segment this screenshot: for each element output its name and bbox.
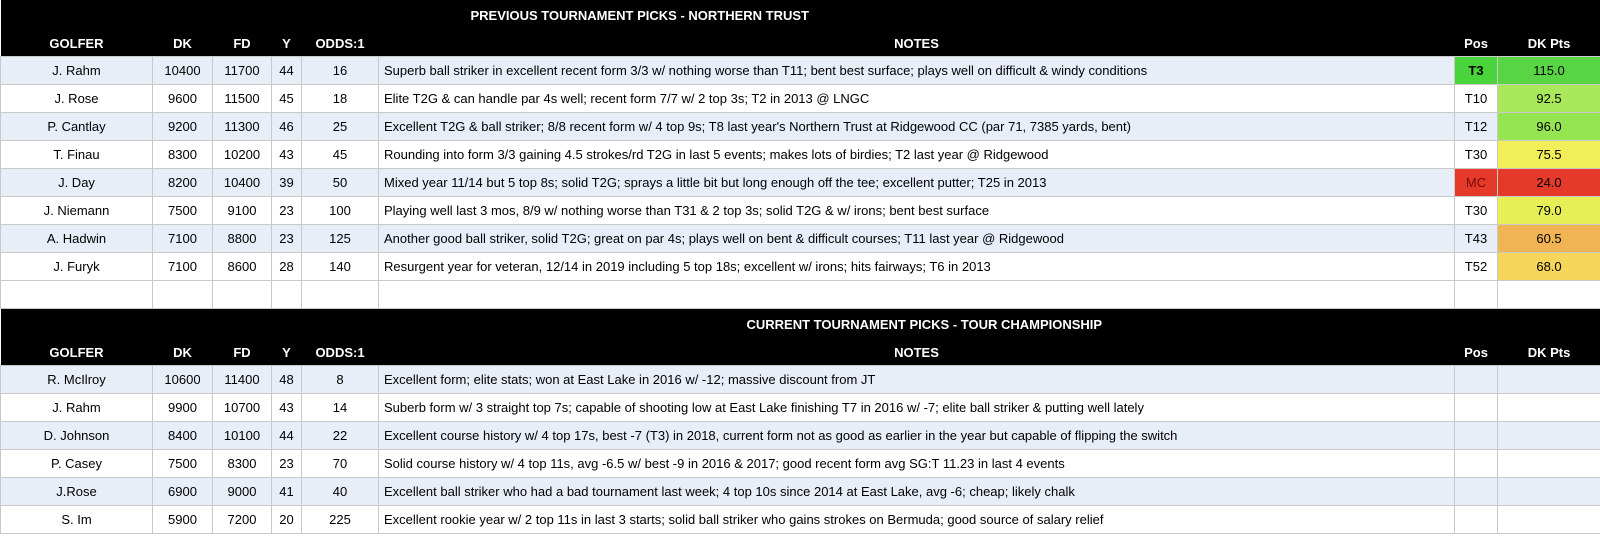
golfer-cell[interactable]: J. Rahm [1, 394, 153, 422]
header-dk-pts[interactable]: DK Pts [1498, 340, 1600, 366]
golfer-cell[interactable]: J. Rahm [1, 57, 153, 85]
pos-cell[interactable]: T10 [1455, 85, 1498, 113]
notes-cell[interactable]: Mixed year 11/14 but 5 top 8s; solid T2G; sprays a little bit but long enough off the tee; excellent putter; T25 in 2013 [379, 169, 1455, 197]
table-row [1, 197, 1600, 225]
notes-cell[interactable]: Excellent T2G & ball striker; 8/8 recent form w/ 4 top 9s; T8 last year's Northern Trust at Ridgewood CC (par 71, 7385 yards, bent) [379, 113, 1455, 141]
blank-cell[interactable] [213, 281, 272, 309]
blank-cell[interactable] [302, 281, 379, 309]
previous-title: PREVIOUS TOURNAMENT PICKS - NORTHERN TRUST [1, 0, 1600, 31]
header-notes[interactable]: NOTES [379, 31, 1455, 57]
notes-cell[interactable]: Excellent ball striker who had a bad tournament last week; 4 top 10s since 2014 at East Lake, avg -6; cheap; likely chalk [379, 478, 1455, 506]
fd-salary-cell[interactable]: 11400 [213, 366, 272, 394]
fd-salary-cell[interactable]: 11300 [213, 113, 272, 141]
y-cell[interactable]: 41 [272, 478, 302, 506]
golfer-cell[interactable]: P. Casey [1, 450, 153, 478]
header-golfer[interactable]: GOLFER [1, 31, 153, 57]
blank-cell[interactable] [153, 281, 213, 309]
table-row [1, 113, 1600, 141]
header-pos[interactable]: Pos [1455, 340, 1498, 366]
fd-salary-cell[interactable]: 8600 [213, 253, 272, 281]
dk-pts-cell[interactable]: 115.0 [1498, 57, 1600, 85]
previous-title-row [1, 0, 1600, 31]
notes-cell[interactable]: Elite T2G & can handle par 4s well; recent form 7/7 w/ 2 top 3s; T2 in 2013 @ LNGC [379, 85, 1455, 113]
blank-row [1, 281, 1600, 309]
notes-cell[interactable]: Excellent form; elite stats; won at East Lake in 2016 w/ -12; massive discount from JT [379, 366, 1455, 394]
current-title: CURRENT TOURNAMENT PICKS - TOUR CHAMPIONSHIP [1, 309, 1600, 341]
dk-pts-cell[interactable] [1498, 394, 1600, 422]
golfer-cell[interactable]: S. Im [1, 506, 153, 534]
table-row [1, 169, 1600, 197]
notes-cell[interactable]: Excellent course history w/ 4 top 17s, best -7 (T3) in 2018, current form not as good as earlier in the year but capable of flipping the switch [379, 422, 1455, 450]
dk-pts-cell[interactable]: 24.0 [1498, 169, 1600, 197]
odds-cell[interactable]: 225 [302, 506, 379, 534]
dk-salary-cell[interactable]: 7100 [153, 225, 213, 253]
fd-salary-cell[interactable]: 10200 [213, 141, 272, 169]
blank-cell[interactable] [1455, 281, 1498, 309]
table-row [1, 422, 1600, 450]
odds-cell[interactable]: 70 [302, 450, 379, 478]
pos-cell[interactable]: T52 [1455, 253, 1498, 281]
header-odds[interactable]: ODDS:1 [302, 340, 379, 366]
dk-pts-cell[interactable] [1498, 506, 1600, 534]
y-cell[interactable]: 28 [272, 253, 302, 281]
fd-salary-cell[interactable]: 7200 [213, 506, 272, 534]
fd-salary-cell[interactable]: 9100 [213, 197, 272, 225]
notes-cell[interactable]: Another good ball striker, solid T2G; great on par 4s; plays well on bent & difficult courses; T11 last year @ Ridgewood [379, 225, 1455, 253]
golfer-cell[interactable]: R. McIlroy [1, 366, 153, 394]
current-title-row [1, 309, 1600, 341]
y-cell[interactable]: 48 [272, 366, 302, 394]
header-y[interactable]: Y [272, 31, 302, 57]
table-row [1, 366, 1600, 394]
header-dk-pts[interactable]: DK Pts [1498, 31, 1600, 57]
notes-cell[interactable]: Rounding into form 3/3 gaining 4.5 strokes/rd T2G in last 5 events; makes lots of birdies; T2 last year @ Ridgewood [379, 141, 1455, 169]
odds-cell[interactable]: 14 [302, 394, 379, 422]
odds-cell[interactable]: 100 [302, 197, 379, 225]
header-pos[interactable]: Pos [1455, 31, 1498, 57]
notes-cell[interactable]: Suberb form w/ 3 straight top 7s; capable of shooting low at East Lake finishing T7 in 2016 w/ -7; elite ball striker & putting well lately [379, 394, 1455, 422]
pos-cell[interactable]: T30 [1455, 197, 1498, 225]
table-row [1, 478, 1600, 506]
pos-cell[interactable] [1455, 450, 1498, 478]
fd-salary-cell[interactable]: 8800 [213, 225, 272, 253]
dk-pts-cell[interactable]: 60.5 [1498, 225, 1600, 253]
fd-salary-cell[interactable]: 9000 [213, 478, 272, 506]
notes-cell[interactable]: Excellent rookie year w/ 2 top 11s in last 3 starts; solid ball striker who gains strokes on Bermuda; good source of salary relief [379, 506, 1455, 534]
pos-cell[interactable]: T12 [1455, 113, 1498, 141]
dk-salary-cell[interactable]: 9200 [153, 113, 213, 141]
golfer-cell[interactable]: J. Furyk [1, 253, 153, 281]
dk-salary-cell[interactable]: 10600 [153, 366, 213, 394]
golfer-cell[interactable]: J. Rose [1, 85, 153, 113]
y-cell[interactable]: 44 [272, 422, 302, 450]
blank-cell[interactable] [379, 281, 1455, 309]
header-fd[interactable]: FD [213, 340, 272, 366]
golfer-cell[interactable]: T. Finau [1, 141, 153, 169]
pos-cell[interactable] [1455, 422, 1498, 450]
table-row [1, 57, 1600, 85]
dk-pts-cell[interactable] [1498, 422, 1600, 450]
odds-cell[interactable]: 22 [302, 422, 379, 450]
notes-cell[interactable]: Resurgent year for veteran, 12/14 in 2019 including 5 top 18s; excellent w/ irons; hits fairways; T6 in 2013 [379, 253, 1455, 281]
dk-pts-cell[interactable] [1498, 366, 1600, 394]
table-row [1, 506, 1600, 534]
dk-pts-cell[interactable]: 96.0 [1498, 113, 1600, 141]
dk-salary-cell[interactable]: 8400 [153, 422, 213, 450]
pos-cell[interactable] [1455, 506, 1498, 534]
y-cell[interactable]: 46 [272, 113, 302, 141]
table-row [1, 141, 1600, 169]
odds-cell[interactable]: 40 [302, 478, 379, 506]
fd-salary-cell[interactable]: 10400 [213, 169, 272, 197]
dk-salary-cell[interactable]: 9600 [153, 85, 213, 113]
pos-cell[interactable]: T30 [1455, 141, 1498, 169]
table-row [1, 394, 1600, 422]
odds-cell[interactable]: 25 [302, 113, 379, 141]
golfer-cell[interactable]: J. Niemann [1, 197, 153, 225]
y-cell[interactable]: 23 [272, 450, 302, 478]
header-y[interactable]: Y [272, 340, 302, 366]
dk-pts-cell[interactable] [1498, 450, 1600, 478]
current-header-row [1, 340, 1600, 366]
dk-pts-cell[interactable]: 92.5 [1498, 85, 1600, 113]
odds-cell[interactable]: 18 [302, 85, 379, 113]
blank-cell[interactable] [1, 281, 153, 309]
table-row [1, 450, 1600, 478]
dk-pts-cell[interactable]: 68.0 [1498, 253, 1600, 281]
odds-cell[interactable]: 16 [302, 57, 379, 85]
blank-cell[interactable] [1498, 281, 1600, 309]
y-cell[interactable]: 43 [272, 394, 302, 422]
fd-salary-cell[interactable]: 8300 [213, 450, 272, 478]
dk-pts-cell[interactable]: 75.5 [1498, 141, 1600, 169]
table-row [1, 253, 1600, 281]
dk-salary-cell[interactable]: 8300 [153, 141, 213, 169]
y-cell[interactable]: 45 [272, 85, 302, 113]
odds-cell[interactable]: 50 [302, 169, 379, 197]
pos-cell[interactable] [1455, 394, 1498, 422]
dk-salary-cell[interactable]: 7500 [153, 197, 213, 225]
dk-salary-cell[interactable]: 5900 [153, 506, 213, 534]
header-golfer[interactable]: GOLFER [1, 340, 153, 366]
odds-cell[interactable]: 8 [302, 366, 379, 394]
notes-cell[interactable]: Solid course history w/ 4 top 11s, avg -6.5 w/ best -9 in 2016 & 2017; good recent form avg SG:T 11.23 in last 4 events [379, 450, 1455, 478]
dk-salary-cell[interactable]: 7100 [153, 253, 213, 281]
fd-salary-cell[interactable]: 11500 [213, 85, 272, 113]
pos-cell[interactable] [1455, 478, 1498, 506]
y-cell[interactable]: 43 [272, 141, 302, 169]
dk-pts-cell[interactable] [1498, 478, 1600, 506]
golfer-cell[interactable]: D. Johnson [1, 422, 153, 450]
table-row [1, 225, 1600, 253]
golfer-cell[interactable]: J.Rose [1, 478, 153, 506]
y-cell[interactable]: 44 [272, 57, 302, 85]
pos-cell[interactable]: MC [1455, 169, 1498, 197]
pos-cell[interactable] [1455, 366, 1498, 394]
previous-header-row [1, 31, 1600, 57]
pos-cell[interactable]: T3 [1455, 57, 1498, 85]
odds-cell[interactable]: 45 [302, 141, 379, 169]
dk-salary-cell[interactable]: 9900 [153, 394, 213, 422]
blank-cell[interactable] [272, 281, 302, 309]
header-dk[interactable]: DK [153, 340, 213, 366]
table-row [1, 85, 1600, 113]
header-odds[interactable]: ODDS:1 [302, 31, 379, 57]
dk-salary-cell[interactable]: 7500 [153, 450, 213, 478]
y-cell[interactable]: 23 [272, 225, 302, 253]
pos-cell[interactable]: T43 [1455, 225, 1498, 253]
dk-salary-cell[interactable]: 10400 [153, 57, 213, 85]
y-cell[interactable]: 20 [272, 506, 302, 534]
odds-cell[interactable]: 125 [302, 225, 379, 253]
dk-salary-cell[interactable]: 8200 [153, 169, 213, 197]
golfer-cell[interactable]: A. Hadwin [1, 225, 153, 253]
dk-salary-cell[interactable]: 6900 [153, 478, 213, 506]
header-dk[interactable]: DK [153, 31, 213, 57]
y-cell[interactable]: 23 [272, 197, 302, 225]
fd-salary-cell[interactable]: 11700 [213, 57, 272, 85]
golfer-cell[interactable]: J. Day [1, 169, 153, 197]
odds-cell[interactable]: 140 [302, 253, 379, 281]
fd-salary-cell[interactable]: 10100 [213, 422, 272, 450]
header-notes[interactable]: NOTES [379, 340, 1455, 366]
notes-cell[interactable]: Superb ball striker in excellent recent form 3/3 w/ nothing worse than T11; bent best surface; plays well on difficult & windy conditions [379, 57, 1455, 85]
dk-pts-cell[interactable]: 79.0 [1498, 197, 1600, 225]
fd-salary-cell[interactable]: 10700 [213, 394, 272, 422]
header-fd[interactable]: FD [213, 31, 272, 57]
notes-cell[interactable]: Playing well last 3 mos, 8/9 w/ nothing worse than T31 & 2 top 3s; solid T2G & w/ irons; bent best surface [379, 197, 1455, 225]
y-cell[interactable]: 39 [272, 169, 302, 197]
golfer-cell[interactable]: P. Cantlay [1, 113, 153, 141]
